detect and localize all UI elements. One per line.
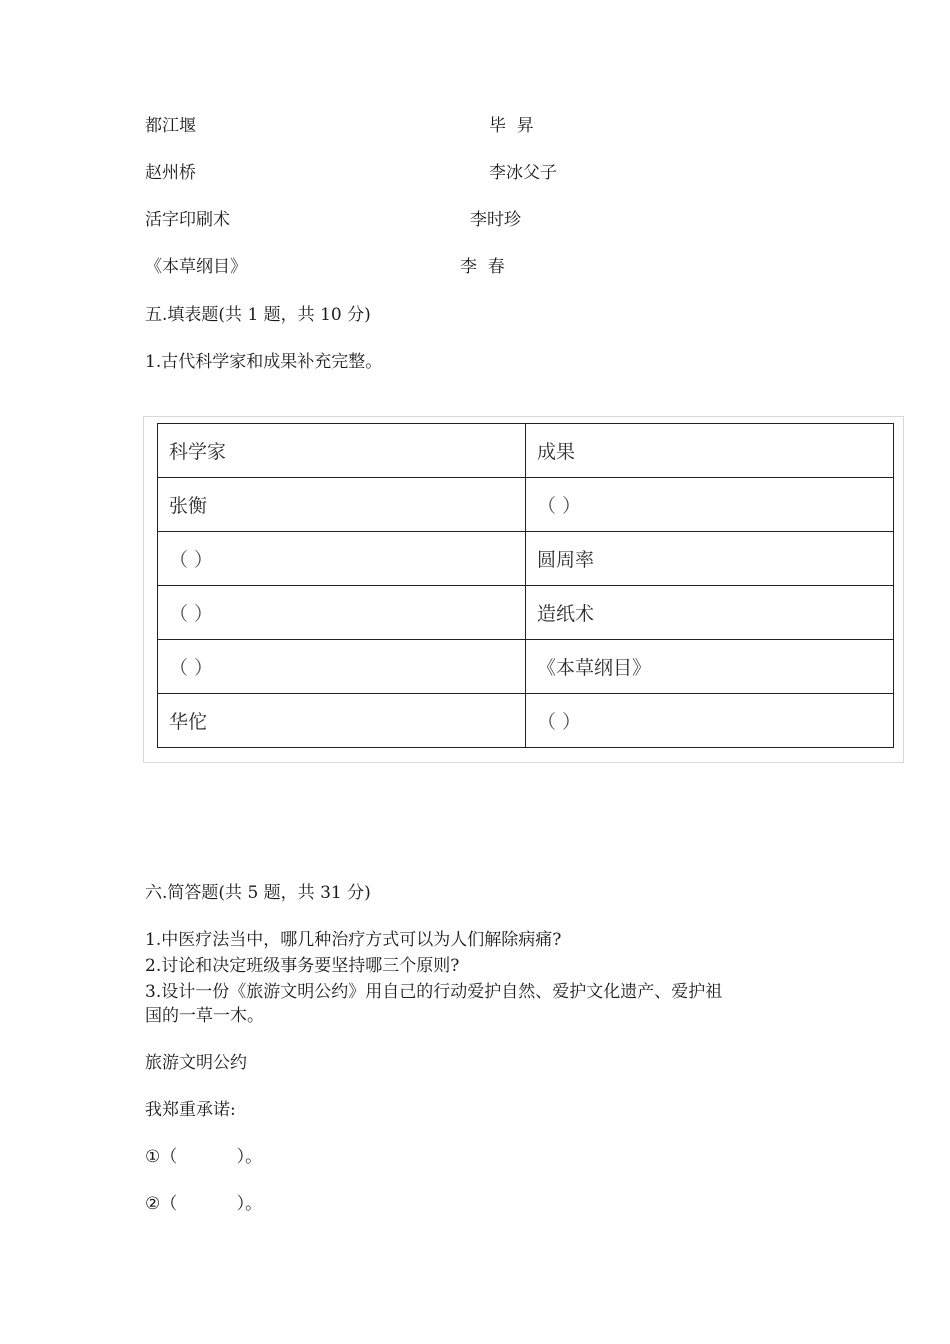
blank-cell[interactable]: （ ） bbox=[158, 640, 526, 694]
match-left-3: 活字印刷术 bbox=[145, 210, 230, 230]
table-row bbox=[158, 640, 894, 694]
question-3-line1: 3.设计一份《旅游文明公约》用自己的行动爱护自然、爱护文化遗产、爱护祖 bbox=[145, 982, 723, 1002]
blank-cell[interactable]: （ ） bbox=[526, 478, 894, 532]
table-header-row bbox=[158, 424, 894, 478]
table-cell: 华佗 bbox=[158, 694, 526, 748]
table-cell: 圆周率 bbox=[526, 532, 894, 586]
table-cell: 《本草纲目》 bbox=[526, 640, 894, 694]
pact-title: 旅游文明公约 bbox=[145, 1053, 247, 1073]
match-right-2: 李冰父子 bbox=[489, 163, 557, 183]
table-cell: 张衡 bbox=[158, 478, 526, 532]
section5-heading: 五.填表题(共 1 题，共 10 分) bbox=[145, 305, 371, 325]
section6-heading: 六.简答题(共 5 题，共 31 分) bbox=[145, 883, 371, 903]
blank-cell[interactable]: （ ） bbox=[526, 694, 894, 748]
match-right-4: 李 春 bbox=[460, 257, 505, 277]
scientist-table bbox=[157, 423, 894, 748]
match-right-1: 毕 昇 bbox=[489, 116, 534, 136]
blank-cell[interactable]: （ ） bbox=[158, 586, 526, 640]
question-2: 2.讨论和决定班级事务要坚持哪三个原则? bbox=[145, 956, 460, 976]
blank-cell[interactable]: （ ） bbox=[158, 532, 526, 586]
table-row bbox=[158, 532, 894, 586]
table-row bbox=[158, 478, 894, 532]
header-achievement: 成果 bbox=[526, 424, 894, 478]
table-cell: 造纸术 bbox=[526, 586, 894, 640]
section5-question: 1.古代科学家和成果补充完整。 bbox=[145, 352, 383, 372]
match-left-4: 《本草纲目》 bbox=[145, 257, 247, 277]
pledge-text: 我郑重承诺: bbox=[145, 1100, 236, 1120]
match-right-3: 李时珍 bbox=[470, 210, 521, 230]
match-left-1: 都江堰 bbox=[145, 116, 196, 136]
question-3-line2: 国的一草一木。 bbox=[145, 1006, 264, 1026]
question-1: 1.中医疗法当中，哪几种治疗方式可以为人们解除病痛? bbox=[145, 930, 562, 950]
header-scientist: 科学家 bbox=[158, 424, 526, 478]
pledge-item-1[interactable]: ①（ ）。 bbox=[145, 1147, 263, 1167]
table-row bbox=[158, 586, 894, 640]
match-left-2: 赵州桥 bbox=[145, 163, 196, 183]
scientist-table-frame bbox=[143, 416, 904, 763]
pledge-item-2[interactable]: ②（ ）。 bbox=[145, 1194, 263, 1214]
table-row bbox=[158, 694, 894, 748]
